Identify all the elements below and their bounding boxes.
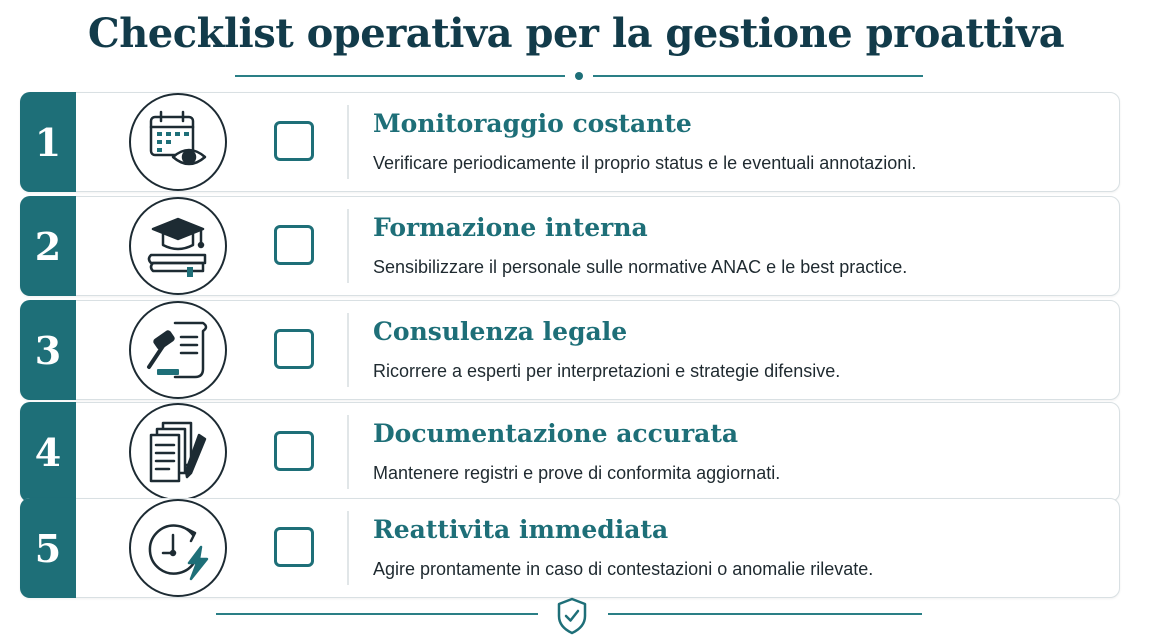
item-title: Monitoraggio costante	[373, 109, 692, 138]
item-number: 5	[20, 498, 76, 598]
checklist-item-reattivita	[20, 498, 1120, 598]
item-checkbox[interactable]	[274, 329, 314, 369]
checklist-item-consulenza	[20, 300, 1120, 400]
shield-check-icon	[554, 596, 590, 636]
item-number: 4	[20, 402, 76, 502]
row-separator	[347, 105, 349, 179]
item-title: Consulenza legale	[373, 317, 628, 346]
item-description: Ricorrere a esperti per interpretazioni e strategie difensive.	[373, 361, 841, 381]
item-title: Formazione interna	[373, 213, 648, 242]
item-title: Documentazione accurata	[373, 419, 739, 448]
divider-dot	[575, 72, 583, 80]
item-number: 1	[20, 92, 76, 192]
item-title: Reattivita immediata	[373, 515, 669, 544]
item-description: Agire prontamente in caso di contestazioni o anomalie rilevate.	[373, 559, 874, 579]
item-checkbox[interactable]	[274, 225, 314, 265]
checklist-item-documentazione	[20, 402, 1120, 502]
page-title: Checklist operativa per la gestione proattiva	[87, 10, 1065, 57]
row-separator	[347, 511, 349, 585]
item-number: 2	[20, 196, 76, 296]
divider-line-left	[235, 75, 565, 77]
item-checkbox[interactable]	[274, 121, 314, 161]
item-description: Sensibilizzare il personale sulle normative ANAC e le best practice.	[373, 257, 908, 277]
calendar-eye-icon	[129, 93, 227, 191]
checklist-item-formazione	[20, 196, 1120, 296]
row-separator	[347, 313, 349, 387]
item-description: Verificare periodicamente il proprio status e le eventuali annotazioni.	[373, 153, 917, 173]
checklist-item-monitoraggio	[20, 92, 1120, 192]
documents-pen-icon	[129, 403, 227, 501]
graduation-cap-books-icon	[129, 197, 227, 295]
divider-line-right	[593, 75, 923, 77]
divider-line-left	[216, 613, 538, 615]
divider-line-right	[608, 613, 922, 615]
item-description: Mantenere registri e prove di conformita aggiornati.	[373, 463, 781, 483]
item-checkbox[interactable]	[274, 431, 314, 471]
title-divider	[235, 70, 925, 82]
clock-lightning-icon	[129, 499, 227, 597]
item-checkbox[interactable]	[274, 527, 314, 567]
row-separator	[347, 209, 349, 283]
row-separator	[347, 415, 349, 489]
item-number: 3	[20, 300, 76, 400]
footer-divider	[216, 596, 922, 636]
gavel-scroll-icon	[129, 301, 227, 399]
